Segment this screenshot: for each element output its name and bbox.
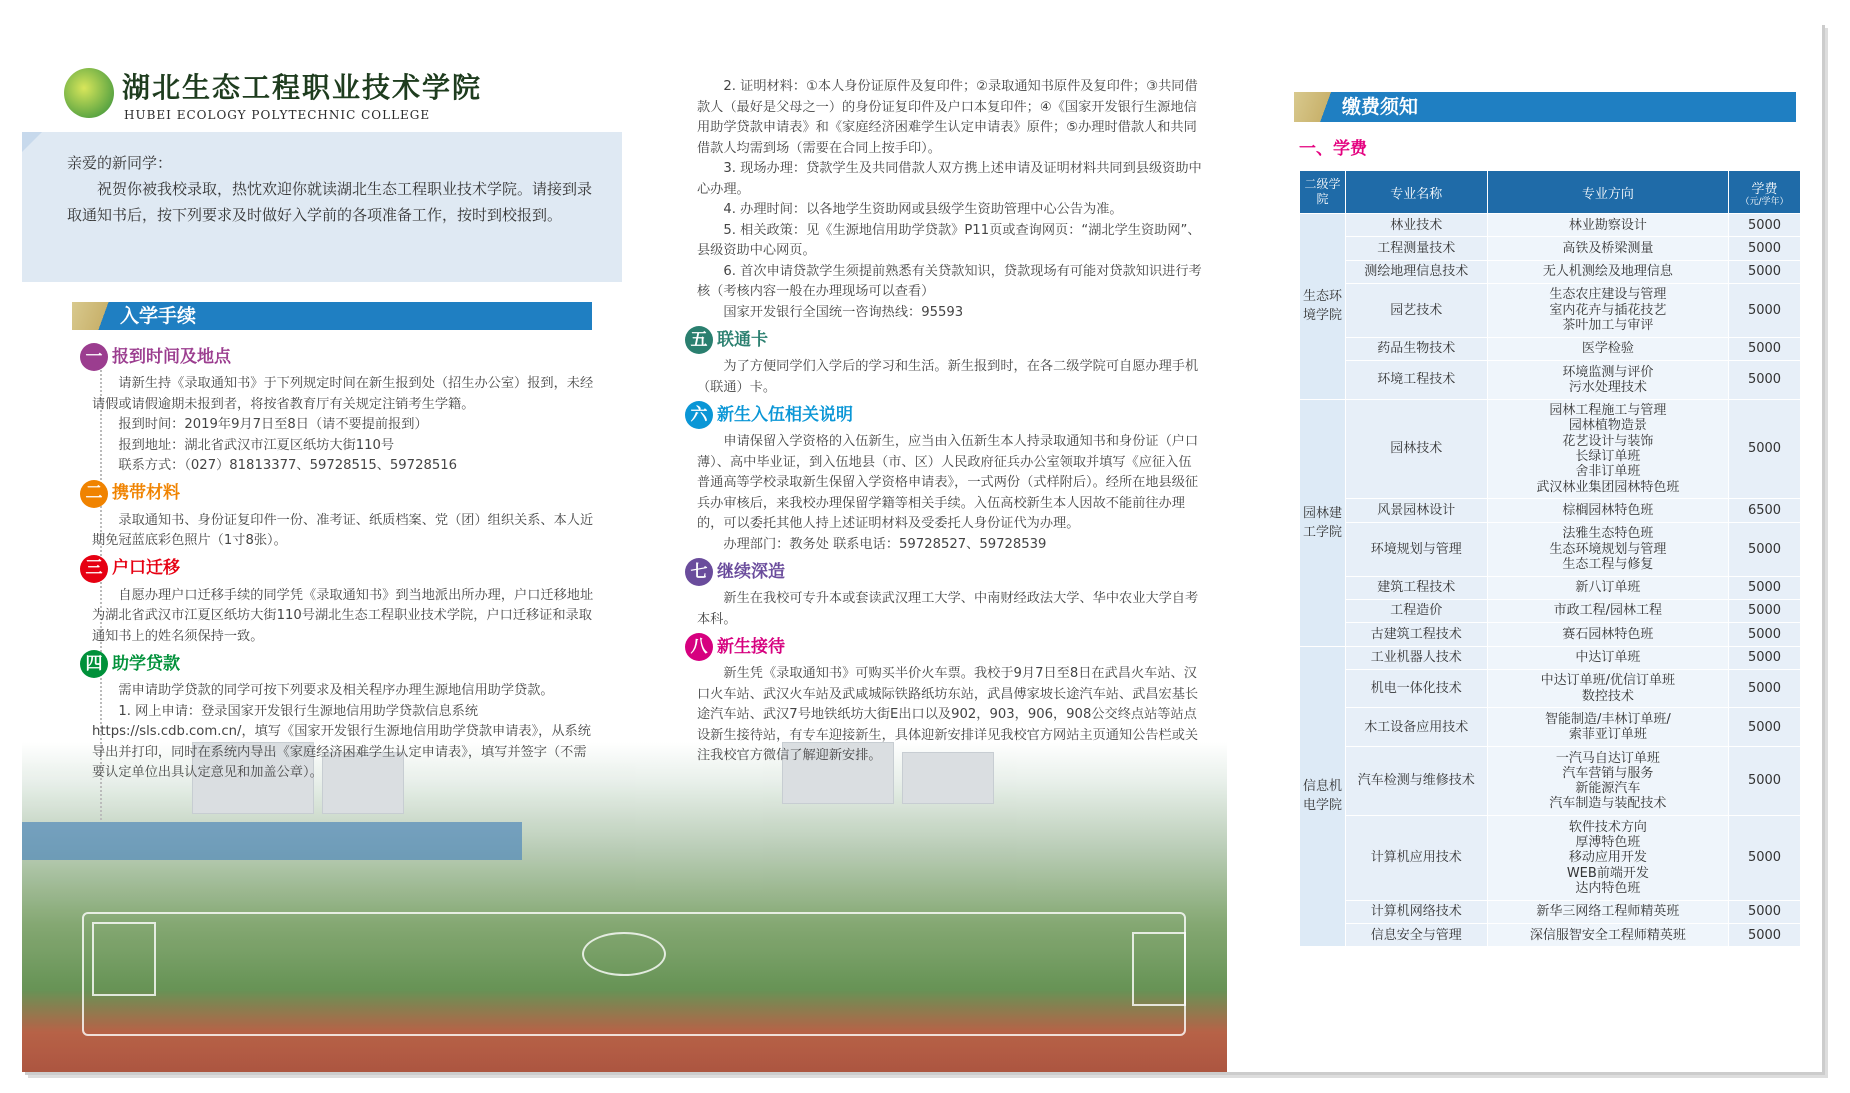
direction-line: 生态环境规划与管理 [1549,541,1667,557]
fee-cell: 5000 [1729,399,1801,499]
goal-right [1132,932,1186,1006]
major-cell: 药品生物技术 [1345,337,1487,360]
fee-cell: 5000 [1729,599,1801,622]
direction-line: 软件技术方向 [1568,819,1647,835]
section-3-heading [80,554,597,584]
major-cell: 计算机应用技术 [1345,816,1487,901]
table-row [1300,816,1801,901]
direction-line: 深信服智安全工程师精英班 [1529,927,1686,943]
logo-title: 湖北生态工程职业技术学院 [122,71,483,104]
direction-line: 厚溥特色班 [1575,835,1641,851]
direction-line: 生态农庄建设与管理 [1549,287,1667,303]
major-cell: 工程测量技术 [1345,237,1487,260]
direction-line: 环境监测与评价 [1562,364,1654,380]
college-emblem-icon [64,68,114,118]
paragraph: 6. 首次申请贷款学生须提前熟悉有关贷款知识，贷款现场有可能对贷款知识进行考核（考核内容一般在办理现场可以查看） [697,263,1202,299]
major-cell: 汽车检测与维修技术 [1345,747,1487,816]
section-title: 报到时间及地点 [112,346,231,367]
logo-subtitle: HUBEI ECOLOGY POLYTECHNIC COLLEGE [124,108,431,122]
direction-line: 室内花卉与插花技艺 [1549,302,1667,318]
direction-line: 索菲亚订单班 [1568,727,1647,743]
section-number: 四 [80,650,108,678]
table-row [1300,260,1801,283]
direction-line: 园林工程施工与管理 [1549,403,1667,419]
paragraph: 2. 证明材料：①本人身份证原件及复印件；②录取通知书原件及复印件；③共同借款人（最好是父母之一）的身份证复印件及户口本复印件；④《国家开发银行生源地信用助学贷款申请表》和《家庭经济困难学生认定申请表》原件；⑤办理时借款人和共同借款人均需到场（需要在合同上按手印）。 [697,79,1198,156]
direction-cell [1487,237,1728,260]
paragraph: 新生凭《录取通知书》可购买半价火车票。我校于9月7日至8日在武昌火车站、汉口火车站、武汉火车站及武咸城际铁路纸坊东站，武昌傅家坡长途汽车站、武昌宏基长途汽车站、武汉7号地铁纸坊大街E出口以及902，903，906，908公交终点站等站点设新生接待站，有专车迎接新生，具体迎新安排详见我校官方网站主页通知公告栏或关注我校官方微信了解迎新安排。 [697,666,1199,763]
fee-cell: 6500 [1729,499,1801,522]
direction-line: 中达订单班/优信订单班 [1540,673,1676,689]
fee-cell: 5000 [1729,361,1801,400]
direction-line: 花艺设计与装饰 [1562,433,1654,449]
section-title: 携带材料 [112,483,180,504]
enrollment-title: 入学手续 [120,305,197,327]
direction-cell [1487,337,1728,360]
header-school: 二级学院 [1300,171,1346,214]
section-number: 七 [685,558,713,586]
office-contact: 办理部门：教务处 联系电话：59728527、59728539 [723,536,1047,552]
greeting-corner [22,132,42,152]
paragraph: 申请保留入学资格的入伍新生，应当由入伍新生本人持录取通知书和身份证（户口薄）、高中毕业证，到入伍地县（市、区）人民政府征兵办公室领取并填写《应征入伍普通高等学校录取新生保留入学资格申请表》，一式两份（式样附后）。经所在地县级征兵办审核后，来我校办理保留学籍等相关手续。入伍高校新生本人因故不能前往办理的，可以委托其他人持上述证明材料及受委托人身份证代为办理。 [697,434,1199,531]
direction-line: 长绿订单班 [1575,449,1641,465]
major-cell: 园林技术 [1345,399,1487,499]
table-row [1300,576,1801,599]
major-cell: 工程造价 [1345,599,1487,622]
left-panel [22,22,1227,1072]
table-row [1300,708,1801,747]
direction-line: 汽车制造与装配技术 [1549,796,1667,812]
paragraph: 新生在我校可专升本或套读武汉理工大学、中南财经政法大学、华中农业大学自考本科。 [697,591,1199,627]
section-5-heading [685,325,1202,355]
greeting-salutation: 亲爱的新同学： [67,154,173,172]
fees-title: 缴费须知 [1342,96,1419,118]
table-row [1300,237,1801,260]
direction-cell [1487,499,1728,522]
major-cell: 古建筑工程技术 [1345,623,1487,646]
hotline: 国家开发银行全国统一咨询热线：95593 [723,304,964,320]
major-cell: 园艺技术 [1345,283,1487,337]
header-fee-unit: （元/学年） [1740,196,1789,207]
direction-line: 武汉林业集团园林特色班 [1536,479,1680,495]
major-cell: 风景园林设计 [1345,499,1487,522]
stadium-background [22,742,1227,1072]
direction-line: 污水处理技术 [1568,379,1647,395]
direction-cell [1487,816,1728,901]
fee-cell: 5000 [1729,522,1801,576]
section-number: 三 [80,555,108,583]
table-row [1300,283,1801,337]
direction-line: WEB前端开发 [1566,865,1649,881]
major-cell: 林业技术 [1345,214,1487,237]
report-address: 报到地址：湖北省武汉市江夏区纸坊大街110号 [118,437,395,453]
section-number: 八 [685,633,713,661]
section-number: 二 [80,480,108,508]
section-title: 联通卡 [717,329,768,350]
paragraph: 自愿办理户口迁移手续的同学凭《录取通知书》到当地派出所办理，户口迁移地址为湖北省武汉市江夏区纸坊大街110号湖北生态工程职业技术学院，户口迁移证和录取通知书上的姓名须保持一致。 [92,587,594,644]
direction-cell [1487,900,1728,923]
table-row [1300,747,1801,816]
fee-cell: 5000 [1729,237,1801,260]
college-logo [64,62,484,132]
direction-line: 法雅生态特色班 [1562,526,1654,542]
direction-cell [1487,669,1728,708]
major-cell: 信息安全与管理 [1345,924,1487,947]
fee-cell: 5000 [1729,214,1801,237]
direction-line: 无人机测绘及地理信息 [1542,264,1673,280]
section-8-heading [685,632,1202,662]
direction-line: 生态工程与修复 [1562,556,1654,572]
fee-cell: 5000 [1729,900,1801,923]
column-1 [85,340,597,784]
table-row [1300,599,1801,622]
direction-line: 数控技术 [1581,688,1634,704]
direction-cell [1487,599,1728,622]
section-6-heading [685,400,1202,430]
table-row [1300,337,1801,360]
paragraph: 5. 相关政策：见《生源地信用助学贷款》P11页或查询网页：“湖北学生资助网”、县级资助中心网页。 [697,222,1201,258]
school-cell: 信息机电学院 [1300,646,1346,947]
direction-line: 舍非订单班 [1575,464,1641,480]
section-number: 五 [685,326,713,354]
direction-cell [1487,283,1728,337]
section-tab-decoration [1294,92,1336,122]
direction-cell [1487,260,1728,283]
table-row [1300,669,1801,708]
paragraph: 录取通知书、身份证复印件一份、准考证、纸质档案、党（团）组织关系、本人近期免冠蓝底彩色照片（1寸8张）。 [92,512,594,548]
section-title: 助学贷款 [112,653,180,674]
direction-line: 新华三网络工程师精英班 [1536,904,1680,920]
table-row [1300,900,1801,923]
section-2-heading [80,479,597,509]
direction-line: 园林植物造景 [1568,418,1647,434]
direction-cell [1487,708,1728,747]
major-cell: 木工设备应用技术 [1345,708,1487,747]
paragraph: 3. 现场办理：贷款学生及共同借款人双方携上述申请及证明材料共同到县级资助中心办理。 [697,161,1202,197]
direction-cell [1487,576,1728,599]
direction-line: 茶叶加工与审评 [1562,317,1654,333]
direction-cell [1487,646,1728,669]
fee-cell: 5000 [1729,576,1801,599]
major-cell: 机电一体化技术 [1345,669,1487,708]
fees-section-header [1294,92,1796,122]
direction-line: 中达订单班 [1575,650,1641,666]
paragraph: 为了方便同学们入学后的学习和生活。新生报到时，在各二级学院可自愿办理手机（联通）卡。 [697,359,1199,395]
paragraph: 4. 办理时间：以各地学生资助网或县级学生资助管理中心公告为准。 [723,202,1123,217]
fee-cell: 5000 [1729,646,1801,669]
direction-cell [1487,623,1728,646]
header-fee-label: 学费 [1751,181,1778,197]
table-row [1300,646,1801,669]
table-row [1300,361,1801,400]
direction-cell [1487,747,1728,816]
greeting-text [67,150,592,228]
center-circle [582,932,666,976]
header-direction: 专业方向 [1487,171,1728,214]
direction-line: 高铁及桥梁测量 [1562,240,1654,256]
table-header-row [1300,171,1801,214]
direction-line: 达内特色班 [1575,880,1641,896]
major-cell: 建筑工程技术 [1345,576,1487,599]
table-row [1300,924,1801,947]
table-row [1300,399,1801,499]
direction-cell [1487,399,1728,499]
section-tab-decoration [72,302,114,330]
major-cell: 测绘地理信息技术 [1345,260,1487,283]
grandstand [22,822,522,860]
direction-line: 赛石园林特色班 [1562,626,1654,642]
section-title: 户口迁移 [112,558,180,579]
header-major: 专业名称 [1345,171,1487,214]
column-2 [690,77,1202,767]
section-number: 一 [80,343,108,371]
paragraph: 请新生持《录取通知书》于下列规定时间在新生报到处（招生办公室）报到，未经请假或请假逾期未报到者，将按省教育厅有关规定注销考生学籍。 [92,376,594,412]
fee-cell: 5000 [1729,816,1801,901]
report-time: 报到时间：2019年9月7日至8日（请不要提前报到） [118,417,428,432]
fee-cell: 5000 [1729,669,1801,708]
direction-line: 新能源汽车 [1575,781,1641,797]
enrollment-section-header [72,302,592,330]
table-row [1300,623,1801,646]
table-row [1300,522,1801,576]
direction-cell [1487,214,1728,237]
section-4-heading [80,649,597,679]
goal-left [92,922,156,996]
direction-cell [1487,361,1728,400]
major-cell: 工业机器人技术 [1345,646,1487,669]
fee-cell: 5000 [1729,747,1801,816]
direction-line: 新八订单班 [1575,580,1641,596]
fee-cell: 5000 [1729,708,1801,747]
tuition-subtitle: 一、学费 [1299,139,1367,159]
table-row [1300,499,1801,522]
tuition-table [1299,170,1801,947]
section-7-heading [685,557,1202,587]
contact-phone: 联系方式：（027）81813377、59728515、59728516 [118,458,458,473]
direction-cell [1487,924,1728,947]
section-number: 六 [685,401,713,429]
fee-cell: 5000 [1729,260,1801,283]
direction-line: 市政工程/园林工程 [1553,603,1663,619]
direction-line: 一汽马自达订单班 [1555,750,1660,766]
direction-line: 棕榈园林特色班 [1562,502,1654,518]
direction-line: 汽车营销与服务 [1562,765,1654,781]
fee-cell: 5000 [1729,283,1801,337]
fee-cell: 5000 [1729,623,1801,646]
greeting-body: 祝贺你被我校录取，热忱欢迎你就读湖北生态工程职业技术学院。请接到录取通知书后，按下列要求及时做好入学前的各项准备工作，按时到校报到。 [67,180,593,224]
paragraph: 1. 网上申请：登录国家开发银行生源地信用助学贷款信息系统https://sls.cdb.com.cn/，填写《国家开发银行生源地信用助学贷款申请表》，从系统导出并打印，同时在系统内导出《家庭经济困难学生认定申请表》，填写并签字（不需要认定单位出具认定意见和加盖公章）。 [92,703,591,780]
school-cell: 生态环境学院 [1300,214,1346,400]
brochure-page [22,22,1822,1072]
major-cell: 环境规划与管理 [1345,522,1487,576]
direction-cell [1487,522,1728,576]
direction-line: 林业勘察设计 [1568,217,1647,233]
section-title: 新生接待 [717,636,785,657]
major-cell: 环境工程技术 [1345,361,1487,400]
section-title: 新生入伍相关说明 [717,404,853,425]
fee-cell: 5000 [1729,924,1801,947]
fee-cell: 5000 [1729,337,1801,360]
paragraph: 需申请助学贷款的同学可按下列要求及相关程序办理生源地信用助学贷款。 [118,683,554,698]
major-cell: 计算机网络技术 [1345,900,1487,923]
table-row [1300,214,1801,237]
direction-line: 移动应用开发 [1568,850,1647,866]
direction-line: 医学检验 [1581,341,1634,357]
direction-line: 智能制造/丰林订单班/ [1544,711,1671,727]
section-1-heading [80,342,597,372]
section-title: 继续深造 [717,561,785,582]
header-fee [1729,171,1801,214]
tuition-table-body [1300,214,1801,947]
school-cell: 园林建工学院 [1300,399,1346,646]
